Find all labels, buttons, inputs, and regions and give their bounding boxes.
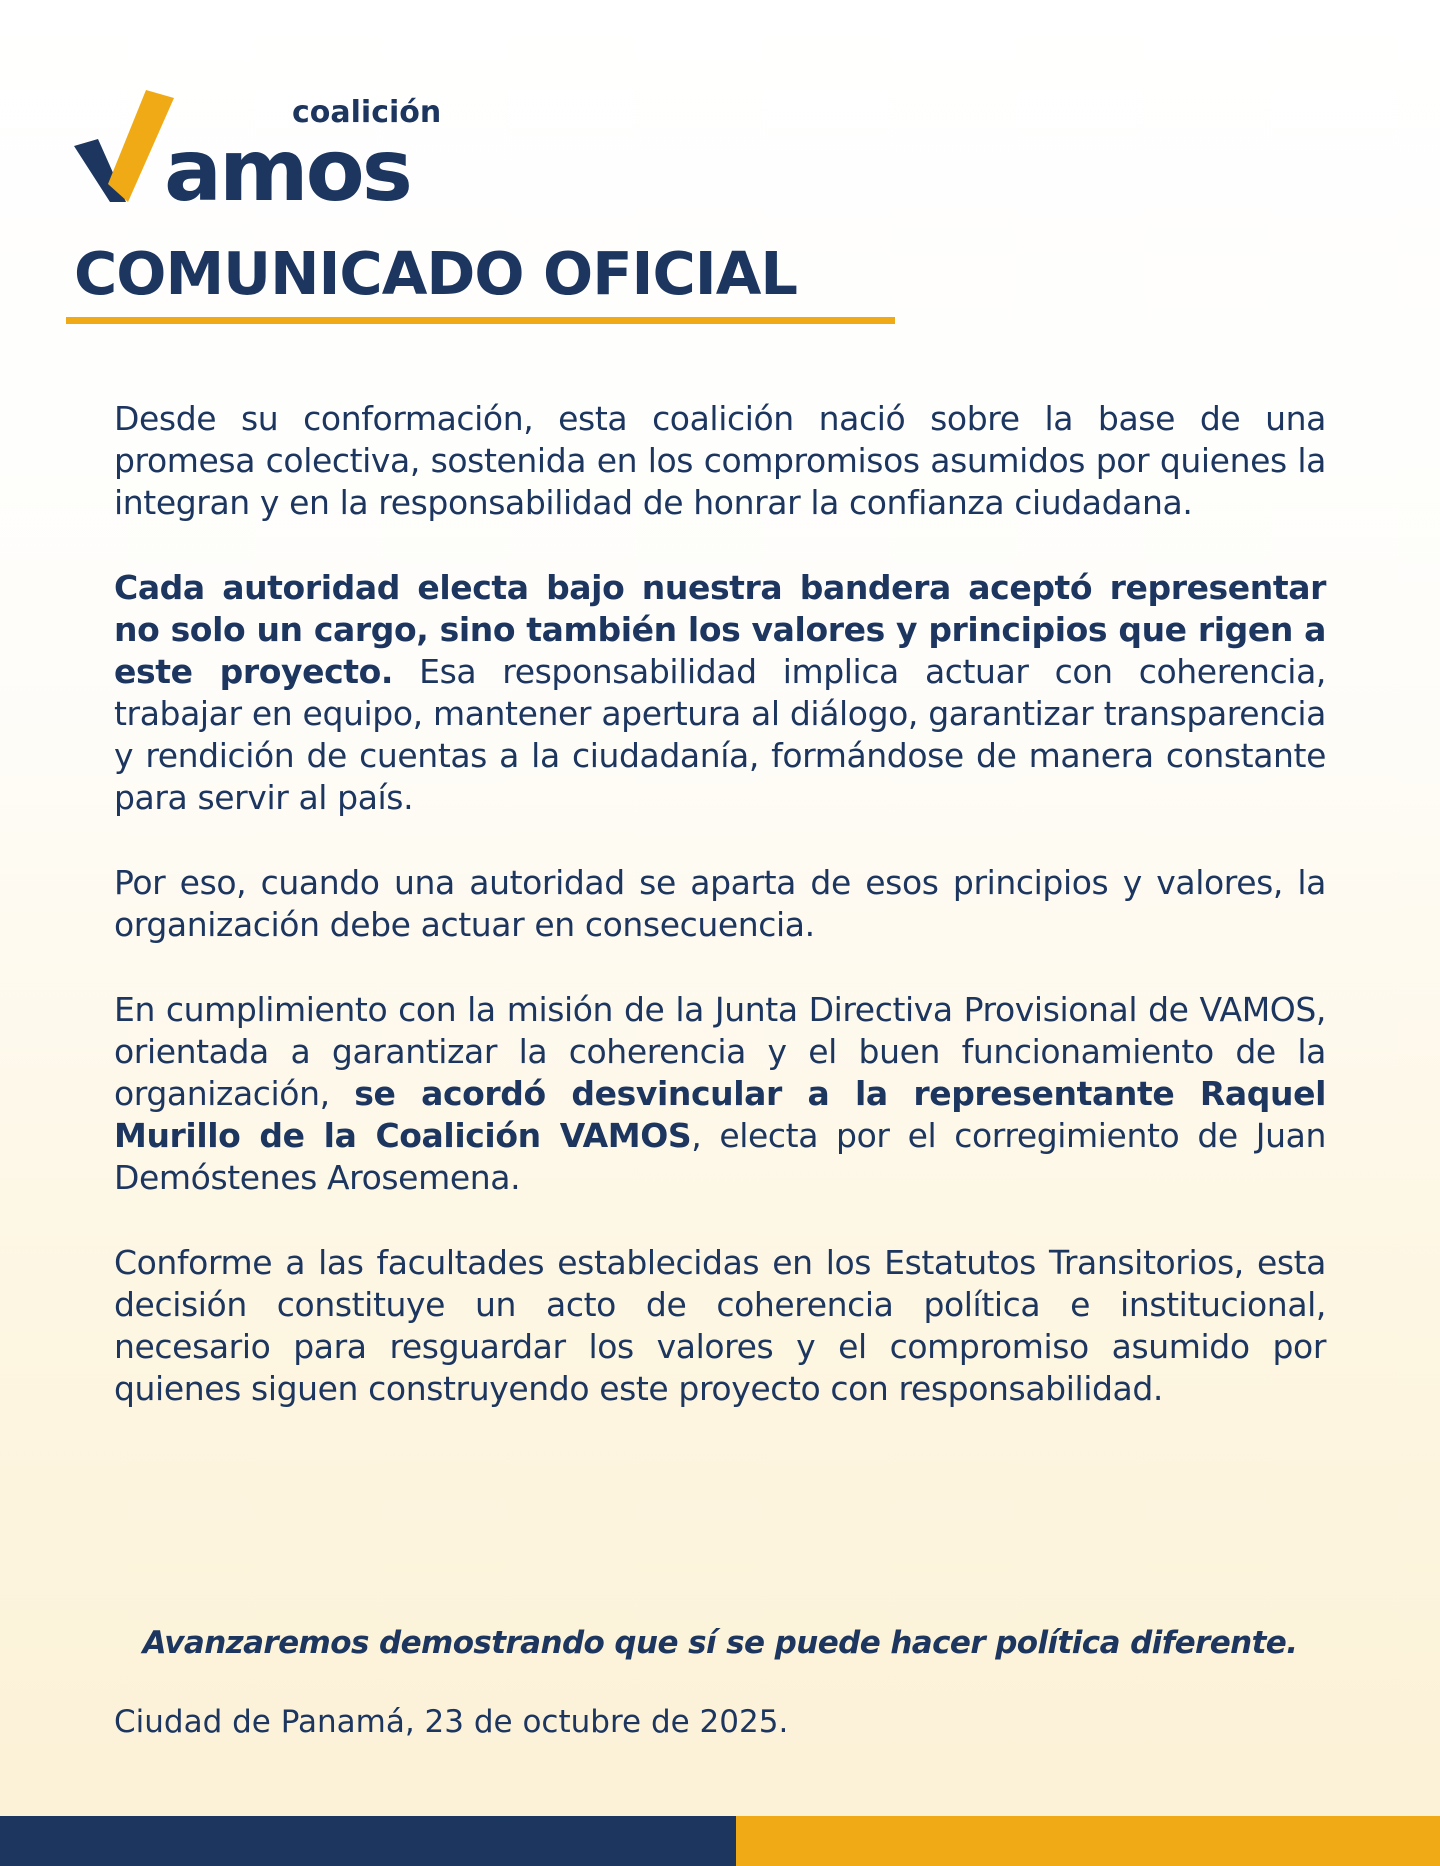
page-title: COMUNICADO OFICIAL xyxy=(74,239,797,308)
title-underline xyxy=(66,317,895,324)
slogan: Avanzaremos demostrando que sí se puede hacer política diferente. xyxy=(142,1625,1298,1661)
coalicion-vamos-logo xyxy=(74,84,484,214)
paragraph-5: Conforme a las facultades establecidas en los Estatutos Transitorios, esta decisión constituye un acto de coherencia política e institucional, necesario para resguardar los valores y el compromiso asumido por quienes siguen construyendo este proyecto con responsabilidad. xyxy=(114,1243,1326,1408)
logo-amos-text: amos xyxy=(164,121,410,214)
date-line: Ciudad de Panamá, 23 de octubre de 2025. xyxy=(114,1704,789,1740)
paragraph-1: Desde su conformación, esta coalición nació sobre la base de una promesa colectiva, sostenida en los compromisos asumidos por quienes la integran y en la responsabilidad de honrar la confianza ciudadana. xyxy=(114,399,1326,522)
footer-bar-yellow xyxy=(736,1816,1440,1866)
paragraph-3: Por eso, cuando una autoridad se aparta de esos principios y valores, la organización debe actuar en consecuencia. xyxy=(114,863,1326,944)
statement-body xyxy=(114,398,1326,1453)
logo-coalicion-text: coalición xyxy=(292,95,442,130)
vamos-logo-mark xyxy=(74,84,484,214)
paragraph-4: En cumplimiento con la misión de la Junta Directiva Provisional de VAMOS, orientada a garantizar la coherencia y el buen funcionamiento de la organización, se acordó desvincular a la representante Raquel Murillo de la Coalición VAMOS, electa por el corregimiento de Juan Demóstenes Arosemena. xyxy=(114,990,1326,1197)
paragraph-2: Cada autoridad electa bajo nuestra bandera aceptó representar no solo un cargo, sino también los valores y principios que rigen a este proyecto. Esa responsabilidad implica actuar con coherencia, trabajar en equipo, mantener apertura al diálogo, garantizar transparencia y rendición de cuentas a la ciudadanía, formándose de manera constante para servir al país. xyxy=(114,568,1326,817)
footer-bar-navy xyxy=(0,1816,736,1866)
